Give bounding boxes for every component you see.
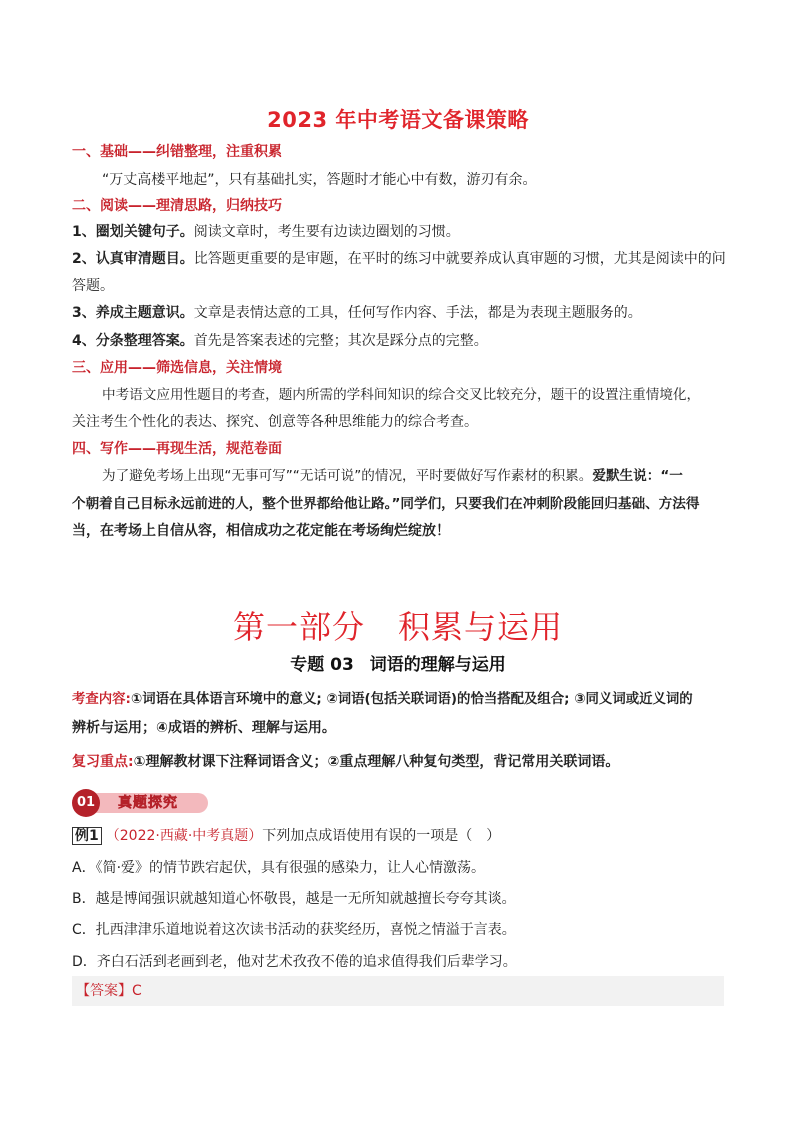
example-question-text: 下列加点成语使用有误的一项是（ ） [262, 828, 501, 844]
section-2-heading: 二、阅读——理清思路，归纳技巧 [72, 198, 282, 214]
review-focus-text: ①理解教材课下注释词语含义；②重点理解八种复句类型，背记常用关联词语。 [133, 754, 620, 770]
example-question [72, 826, 724, 846]
option-a: A．《简·爱》的情节跌宕起伏，具有很强的感染力，让人心情激荡。 [72, 860, 486, 876]
page-title: 2023 年中考语文备课策略 [267, 108, 529, 132]
topic-number: 专题 03 [290, 655, 354, 675]
item-4-lead: 4、分条整理答案。 [72, 333, 194, 349]
badge-bar [88, 793, 208, 813]
topic-name: 词语的理解与运用 [369, 655, 506, 675]
exam-content-line-1 [72, 690, 724, 710]
item-3-lead: 3、养成主题意识。 [72, 305, 194, 321]
badge-number: 01 [72, 789, 100, 817]
section-4-body-2: 个朝着自己目标永远前进的人，整个世界都给他让路。”同学们，只要我们在冲刺阶段能回归基础、方法得 [72, 496, 700, 512]
section-2-item-3 [72, 303, 724, 323]
topic-title [72, 650, 724, 675]
section-2-item-1 [72, 222, 724, 242]
exam-content-text-1: ①词语在具体语言环境中的意义; ②词语(包括关联词语)的恰当搭配及组合; ③同义词或近义词的 [130, 692, 693, 707]
section-1-body: “万丈高楼平地起”，只有基础扎实，答题时才能心中有数，游刃有余。 [102, 172, 537, 188]
item-1-text: 阅读文章时，考生要有边读边圈划的习惯。 [193, 224, 460, 240]
section-4-body-1b: 爱默生说：“一 [592, 468, 683, 484]
section-1-heading: 一、基础——纠错整理，注重积累 [72, 144, 282, 160]
item-3-text: 文章是表情达意的工具，任何写作内容、手法，都是为表现主题服务的。 [193, 305, 642, 321]
item-2-lead: 2、认真审清题目。 [72, 251, 194, 267]
section-2-item-2-cont: 答题。 [72, 278, 114, 294]
section-4-body-1a: 为了避免考场上出现“无事可写”“无话可说”的情况，平时要做好写作素材的积累。 [102, 468, 593, 484]
section-4-heading: 四、写作——再现生活，规范卷面 [72, 441, 282, 457]
section-badge [72, 789, 212, 817]
answer-text: 【答案】C [76, 983, 142, 999]
section-2-item-4 [72, 331, 724, 351]
review-focus-line [72, 752, 724, 772]
item-1-lead: 1、圈划关键句子。 [72, 224, 194, 240]
section-3-body-2: 关注考生个性化的表达、探究、创意等各种思维能力的综合考查。 [72, 414, 478, 430]
exam-content-line-2: 辨析与运用；④成语的辨析、理解与运用。 [72, 720, 336, 736]
review-focus-label: 复习重点: [72, 754, 134, 770]
item-4-text: 首先是答案表述的完整；其次是踩分点的完整。 [193, 333, 488, 349]
example-source: （2022·西藏·中考真题） [105, 828, 263, 844]
section-3-body-1: 中考语文应用性题目的考查，题内所需的学科间知识的综合交叉比较充分，题干的设置注重情境化， [102, 387, 701, 403]
section-2-item-2 [72, 249, 724, 269]
example-label: 例1 [72, 827, 102, 845]
section-4-body-3: 当，在考场上自信从容，相信成功之花定能在考场绚烂绽放！ [72, 523, 450, 539]
exam-content-label: 考查内容: [72, 692, 131, 707]
part-title: 第一部分 积累与运用 [232, 608, 563, 646]
section-3-heading: 三、应用——筛选信息，关注情境 [72, 360, 282, 376]
item-2-text: 比答题更重要的是审题，在平时的练习中就要养成认真审题的习惯，尤其是阅读中的问 [193, 251, 726, 267]
option-c: C．扎西津津乐道地说着这次读书活动的获奖经历，喜悦之情溢于言表。 [72, 922, 516, 938]
section-4-body-1 [72, 466, 754, 486]
option-d: D．齐白石活到老画到老，他对艺术孜孜不倦的追求值得我们后辈学习。 [72, 954, 517, 970]
answer-box [72, 976, 724, 1006]
option-b: B．越是博闻强识就越知道心怀敬畏，越是一无所知就越擅长夸夸其谈。 [72, 891, 516, 907]
badge-text: 真题探究 [118, 795, 178, 811]
